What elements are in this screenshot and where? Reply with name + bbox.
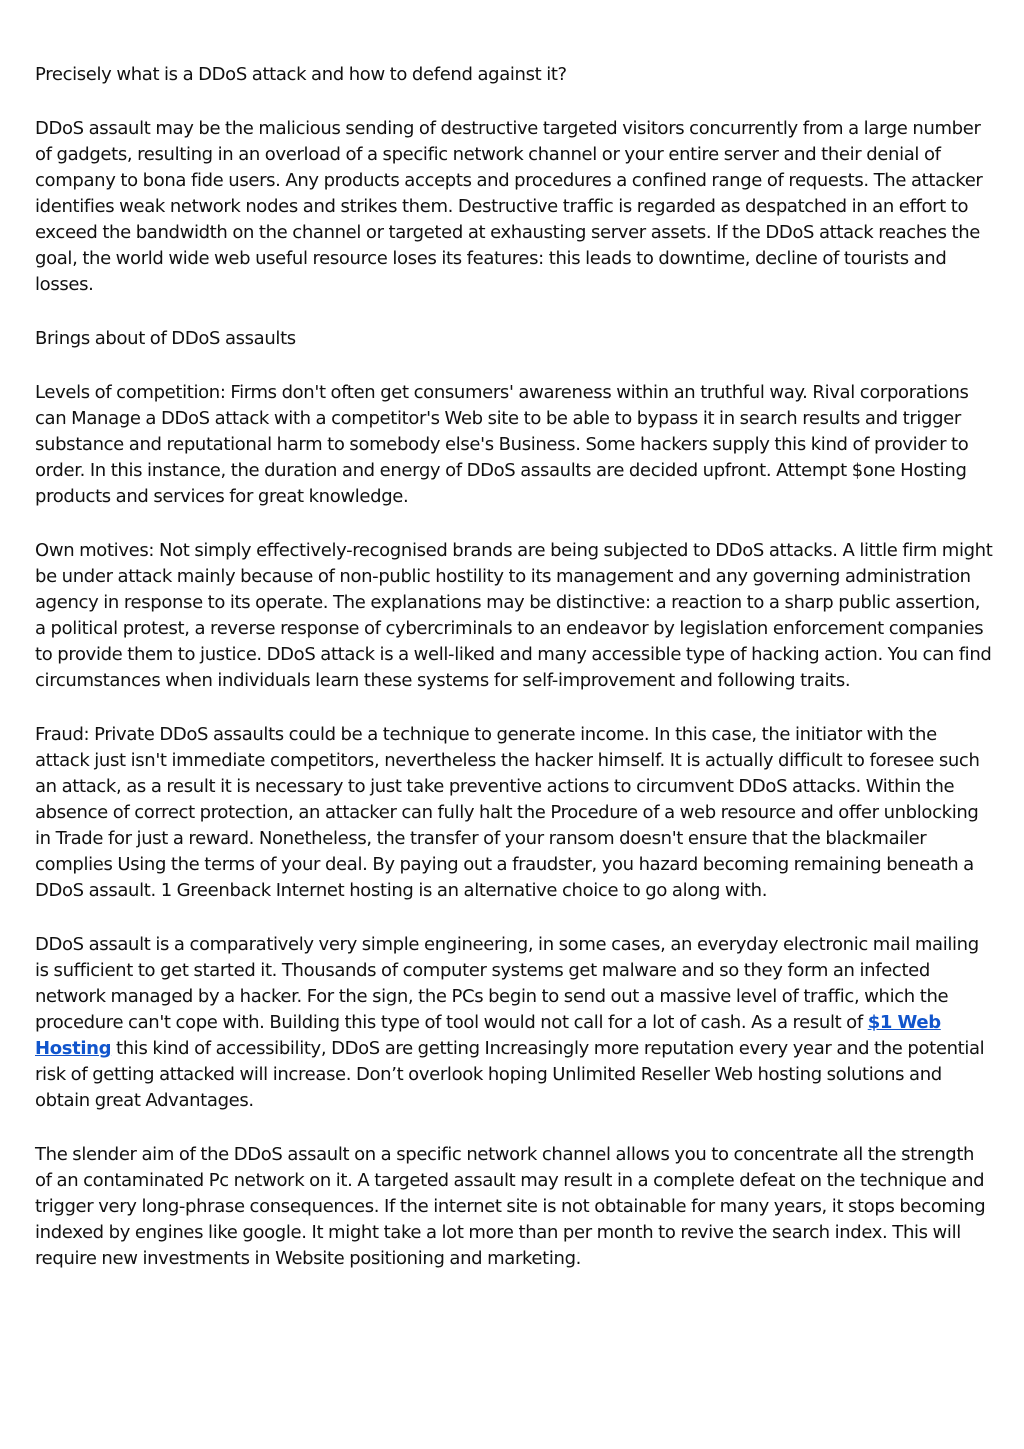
heading-causes: Brings about of DDoS assaults bbox=[35, 328, 296, 349]
paragraph-text-before-link: DDoS assault is a comparatively very simple engineering, in some cases, an everyday electronic mail mailing is sufficient to get started it. Thousands of computer systems get malware and so they form an infected network managed by a hacker. For the sign, the PCs begin to send out a massive level of traffic, which the procedure can't cope with. Building this type of tool would not call for a lot of cash. As a result of bbox=[35, 934, 979, 1033]
paragraph-text-after-link: this kind of accessibility, DDoS are getting Increasingly more reputation every year and the potential risk of getting attacked will increase. Don’t overlook hoping Unlimited Reseller Web hosting solutions and obtain great Advantages. bbox=[35, 1038, 985, 1111]
paragraph-ddos-definition: DDoS assault may be the malicious sending of destructive targeted visitors concurrently from a large number of gadgets, resulting in an overload of a specific network channel or your entire server and their denial of company to bona fide users. Any products accepts and procedures a confined range of requests. The attacker identifies weak network nodes and strikes them. Destructive traffic is regarded as despatched in an effort to exceed the bandwidth on the channel or targeted at exhausting server assets. If the DDoS attack reaches the goal, the world wide web useful resource loses its features: this leads to downtime, decline of tourists and losses. bbox=[35, 118, 983, 295]
paragraph-slender-aim: The slender aim of the DDoS assault on a specific network channel allows you to concentrate all the strength of an contaminated Pc network on it. A targeted assault may result in a complete defeat on the technique and trigger very long-phrase consequences. If the internet site is not obtainable for many years, it stops becoming indexed by engines like google. It might take a lot more than per month to revive the search index. This will require new investments in Website positioning and marketing. bbox=[35, 1144, 986, 1269]
web-hosting-link[interactable]: $1 Web Hosting bbox=[35, 1012, 941, 1059]
paragraph-own-motives: Own motives: Not simply effectively-recognised brands are being subjected to DDoS attacks. A little firm might be under attack mainly because of non-public hostility to its management and any governing administration agency in response to its operate. The explanations may be distinctive: a reaction to a sharp public assertion, a political protest, a reverse response of cybercriminals to an endeavor by legislation enforcement companies to provide them to justice. DDoS attack is a well-liked and many accessible type of hacking action. You can find circumstances when individuals learn these systems for self-improvement and following traits. bbox=[35, 540, 993, 691]
paragraph-competition: Levels of competition: Firms don't often get consumers' awareness within an truthful way. Rival corporations can Manage a DDoS attack with a competitor's Web site to be able to bypass it in search results and trigger substance and reputational harm to somebody else's Business. Some hackers supply this kind of provider to order. In this instance, the duration and energy of DDoS assaults are decided upfront. Attempt $one Hosting products and services for great knowledge. bbox=[35, 382, 969, 507]
heading-question: Precisely what is a DDoS attack and how to defend against it? bbox=[35, 64, 567, 85]
paragraph-simple-engineering bbox=[35, 932, 993, 1114]
document-body bbox=[35, 62, 993, 1300]
paragraph-fraud: Fraud: Private DDoS assaults could be a technique to generate income. In this case, the initiator with the attack just isn't immediate competitors, nevertheless the hacker himself. It is actually difficult to foresee such an attack, as a result it is necessary to just take preventive actions to circumvent DDoS attacks. Within the absence of correct protection, an attacker can fully halt the Procedure of a web resource and offer unblocking in Trade for just a reward. Nonetheless, the transfer of your ransom doesn't ensure that the blackmailer complies Using the terms of your deal. By paying out a fraudster, you hazard becoming remaining beneath a DDoS assault. 1 Greenback Internet hosting is an alternative choice to go along with. bbox=[35, 724, 980, 901]
